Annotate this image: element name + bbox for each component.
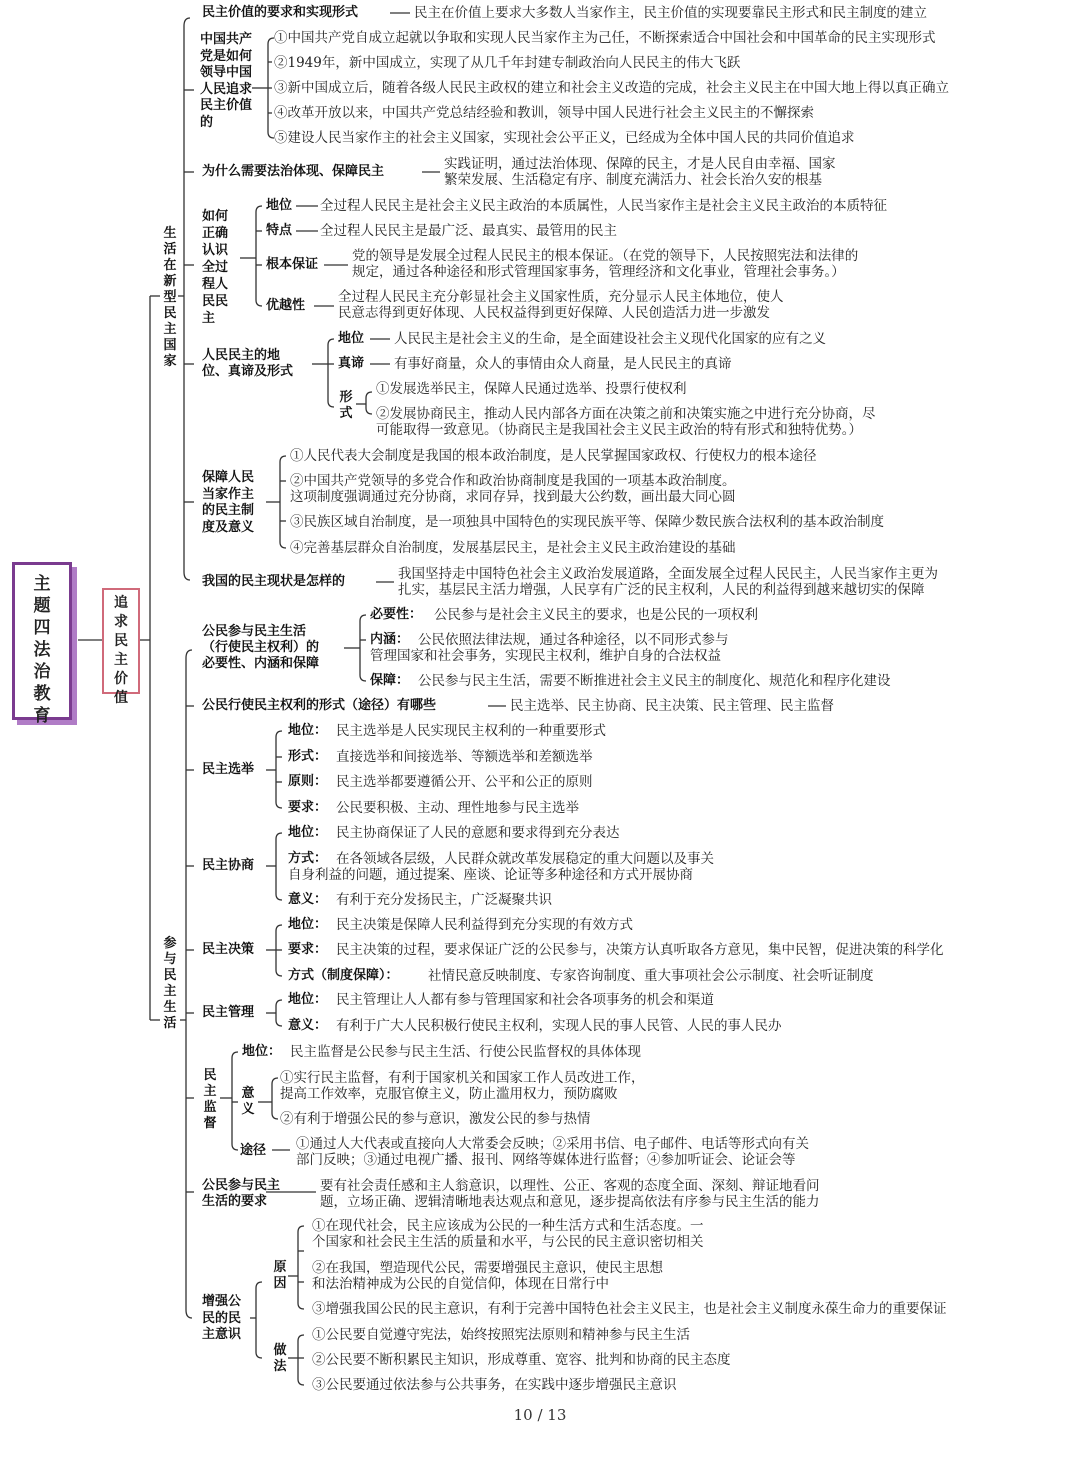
a5-key-1: 地位	[338, 331, 365, 346]
b1-text-3: 公民参与民主生活，需要不断推进社会主义民主的制度化、规范化和程序化建设	[418, 673, 891, 689]
b3-text-4: 公民要积极、主动、理性地参与民主选举	[336, 800, 579, 816]
a4-key-3: 根本保证	[266, 257, 319, 272]
b9-key-2: 做法	[273, 1343, 287, 1374]
a2-item-5: ⑤建设人民当家作主的社会主义国家，实现社会公平正义，已经成为全体中国人民的共同价值追求	[274, 130, 855, 146]
a4-key-2: 特点	[266, 223, 293, 238]
a3-line-2: 繁荣发展、生活稳定有序、制度充满活力、社会长治久安的根基	[444, 172, 822, 188]
root-title: 主题四法治教育	[33, 574, 51, 726]
b3-label: 民主选举	[202, 762, 255, 777]
a5-key-2: 真谛	[338, 356, 365, 371]
b6-text-2: 有利于广大人民积极行使民主权利，实现人民的事人民管、人民的事人民办	[336, 1018, 782, 1034]
b3-key-4: 要求：	[288, 800, 328, 815]
a1-text: 民主在价值上要求大多数人当家作主，民主价值的实现要靠民主形式和民主制度的建立	[414, 5, 927, 21]
b9-key-1: 原因	[273, 1260, 287, 1291]
a4-label: 如何正确认识全过程人民民主	[202, 209, 229, 326]
b7-meaning-1b: 提高工作效率，克服官僚主义，防止滥用权力，预防腐败	[280, 1086, 618, 1102]
a6-item-2b: 这项制度强调通过充分协商，求同存异，找到最大公约数，画出最大同心圆	[290, 489, 736, 505]
a6-label: 保障人民当家作主的民主制度及意义	[202, 470, 255, 535]
b5-text-3: 社情民意反映制度、专家咨询制度、重大事项社会公示制度、社会听证制度	[428, 968, 874, 984]
b8-text-2: 题，立场正确、逻辑清晰地表达观点和意见，逐步提高依法有序参与民主生活的能力	[320, 1194, 820, 1210]
b5-text-1: 民主决策是保障人民利益得到充分实现的有效方式	[336, 917, 633, 933]
a5-text-1: 人民民主是社会主义的生命，是全面建设社会主义现代化国家的应有之义	[394, 331, 826, 347]
b3-key-2: 形式：	[288, 749, 328, 764]
b4-key-1: 地位：	[288, 825, 328, 840]
a5-key-3: 形式	[339, 390, 353, 421]
b1-key-3: 保障：	[370, 673, 410, 688]
page-number: 10 / 13	[513, 1406, 567, 1424]
b8-label-2: 生活的要求	[202, 1194, 268, 1209]
root-topic	[12, 562, 72, 726]
b7-way-1: ①通过人大代表或直接向人大常委会反映；②采用书信、电子邮件、电话等形式向有关	[296, 1136, 809, 1152]
b9-do-2: ②公民要不断积累民主知识，形成尊重、宽容、批判和协商的民主态度	[312, 1352, 731, 1368]
b8-label-1: 公民参与民主	[202, 1178, 281, 1193]
b9-do-1: ①公民要自觉遵守宪法，始终按照宪法原则和精神参与民主生活	[312, 1327, 690, 1343]
a5-form-2b: 可能取得一致意见。（协商民主是我国社会主义民主政治的特有形式和独特优势。）	[376, 422, 862, 438]
a4-key-4: 优越性	[266, 298, 306, 313]
b1-text-2b: 管理国家和社会事务，实现民主权利，维护自身的合法权益	[370, 648, 721, 664]
b7-meaning-1a: ①实行民主监督，有利于国家机关和国家工作人员改进工作，	[280, 1070, 645, 1086]
b7-key-3: 途径	[240, 1143, 267, 1158]
b1-key-1: 必要性：	[370, 607, 423, 622]
a7-text-2: 扎实，基层民主活力增强，人民享有广泛的民主权利，人民的利益得到越来越切实的保障	[398, 582, 925, 598]
a2-item-2: ②1949年，新中国成立，实现了从几千年封建专制政治向人民民主的伟大飞跃	[274, 55, 741, 71]
theme-topic	[102, 588, 140, 706]
b9-reason-1b: 个国家和社会民主生活的质量和水平，与公民的民主意识密切相关	[312, 1234, 704, 1250]
b9-reason-1a: ①在现代社会，民主应该成为公民的一种生活方式和生活态度。一	[312, 1218, 704, 1234]
b3-text-3: 民主选举都要遵循公开、公平和公正的原则	[336, 774, 593, 790]
b7-key-2: 意义	[241, 1086, 255, 1117]
a6-item-4: ④完善基层群众自治制度，发展基层民主，是社会主义民主政治建设的基础	[290, 540, 736, 556]
a3-line-1: 实践证明，通过法治体现、保障的民主，才是人民自由幸福、国家	[444, 156, 836, 172]
a4-text-3a: 党的领导是发展全过程人民民主的根本保证。（在党的领导下，人民按照宪法和法律的	[352, 248, 859, 264]
a5-label-2: 位、真谛及形式	[202, 364, 294, 379]
a6-item-2a: ②中国共产党领导的多党合作和政治协商制度是我国的一项基本政治制度。	[290, 473, 736, 489]
b2-text: 民主选举、民主协商、民主决策、民主管理、民主监督	[510, 698, 834, 714]
a7-label: 我国的民主现状是怎样的	[202, 574, 346, 589]
b3-text-2: 直接选举和间接选举、等额选举和差额选举	[336, 749, 593, 765]
b4-key-3: 意义：	[288, 892, 328, 907]
a1-label: 民主价值的要求和实现形式	[202, 5, 359, 20]
b2-label: 公民行使民主权利的形式（途径）有哪些	[202, 698, 437, 713]
b1-label-3: 必要性、内涵和保障	[202, 656, 320, 671]
a5-text-2: 有事好商量，众人的事情由众人商量，是人民民主的真谛	[394, 356, 732, 372]
b6-key-1: 地位：	[288, 992, 328, 1007]
b6-label: 民主管理	[202, 1005, 255, 1020]
b9-reason-3: ③增强我国公民的民主意识，有利于完善中国特色社会主义民主，也是社会主义制度永葆生命力的重要保证	[312, 1301, 947, 1317]
b3-text-1: 民主选举是人民实现民主权利的一种重要形式	[336, 723, 606, 739]
b1-text-1: 公民参与是社会主义民主的要求，也是公民的一项权利	[434, 607, 758, 623]
b1-text-2a: 公民依照法律法规，通过各种途径，以不同形式参与	[418, 632, 729, 648]
b6-key-2: 意义：	[288, 1018, 328, 1033]
a6-item-1: ①人民代表大会制度是我国的根本政治制度，是人民掌握国家政权、行使权力的根本途径	[290, 448, 817, 464]
b4-label: 民主协商	[202, 858, 255, 873]
b4-text-2a: 在各领域各层级，人民群众就改革发展稳定的重大问题以及事关	[336, 851, 714, 867]
b3-key-3: 原则：	[288, 774, 328, 789]
a4-text-1: 全过程人民民主是社会主义民主政治的本质属性，人民当家作主是社会主义民主政治的本质特征	[320, 198, 887, 214]
a4-text-3b: 规定，通过各种途径和形式管理国家事务，管理经济和文化事业，管理社会事务。）	[352, 264, 845, 280]
b6-text-1: 民主管理让人人都有参与管理国家和社会各项事务的机会和渠道	[336, 992, 714, 1008]
b7-meaning-2: ②有利于增强公民的参与意识，激发公民的参与热情	[280, 1111, 591, 1127]
a4-text-2: 全过程人民民主是最广泛、最真实、最管用的民主	[320, 223, 617, 239]
b9-do-3: ③公民要通过依法参与公共事务，在实践中逐步增强民主意识	[312, 1377, 677, 1393]
b4-key-2: 方式：	[288, 851, 328, 866]
branch-b-label: 参与民主生活	[163, 936, 177, 1031]
a3-label: 为什么需要法治体现、保障民主	[202, 164, 385, 179]
b5-text-2: 民主决策的过程，要求保证广泛的公民参与，决策方认真听取各方意见，集中民智，促进决策的科学化	[336, 942, 944, 958]
theme-title: 追求民主价值	[114, 595, 128, 706]
b9-reason-2a: ②在我国，塑造现代公民，需要增强民主意识，使民主思想	[312, 1260, 663, 1276]
b7-text-1: 民主监督是公民参与民主生活、行使公民监督权的具体体现	[290, 1044, 641, 1060]
b9-reason-2b: 和法治精神成为公民的自觉信仰，体现在日常行中	[312, 1276, 609, 1292]
b4-text-3: 有利于充分发扬民主，广泛凝聚共识	[336, 892, 552, 908]
b1-label-1: 公民参与民主生活	[202, 624, 307, 639]
b1-key-2: 内涵：	[370, 632, 410, 647]
a4-text-4a: 全过程人民民主充分彰显社会主义国家性质，充分显示人民主体地位，使人	[338, 289, 784, 305]
a4-key-1: 地位	[266, 198, 293, 213]
b5-label: 民主决策	[202, 942, 255, 957]
b1-label-2: （行使民主权利）的	[202, 640, 320, 655]
a6-item-3: ③民族区域自治制度，是一项独具中国特色的实现民族平等、保障少数民族合法权利的基本政治制度	[290, 514, 884, 530]
b9-label: 增强公民的民主意识	[202, 1294, 242, 1342]
a5-form-2a: ②发展协商民主，推动人民内部各方面在决策之前和决策实施之中进行充分协商，尽	[376, 406, 876, 422]
a4-text-4b: 民意志得到更好体现、人民权益得到更好保障、人民创造活力进一步激发	[338, 305, 770, 321]
a5-form-1: ①发展选举民主，保障人民通过选举、投票行使权利	[376, 381, 687, 397]
b5-key-1: 地位：	[288, 917, 328, 932]
a5-label-1: 人民民主的地	[202, 348, 281, 363]
a2-item-4: ④改革开放以来，中国共产党总结经验和教训，领导中国人民进行社会主义民主的不懈探索	[274, 105, 814, 121]
a2-item-3: ③新中国成立后，随着各级人民民主政权的建立和社会主义改造的完成，社会主义民主在中国大地上得以真正确立	[274, 80, 949, 96]
b3-key-1: 地位：	[288, 723, 328, 738]
branch-a-label: 生活在新型民主国家	[163, 226, 177, 369]
b4-text-2b: 自身利益的问题，通过提案、座谈、论证等多种途径和方式开展协商	[288, 867, 693, 883]
b4-text-1: 民主协商保证了人民的意愿和要求得到充分表达	[336, 825, 620, 841]
b8-text-1: 要有社会责任感和主人翁意识，以理性、公正、客观的态度全面、深刻、辩证地看问	[320, 1178, 820, 1194]
a2-label: 中国共产党是如何领导中国人民追求民主价值的	[200, 32, 253, 130]
a7-text-1: 我国坚持走中国特色社会主义政治发展道路，全面发展全过程人民民主，人民当家作主更为	[398, 566, 938, 582]
b7-key-1: 地位：	[242, 1044, 282, 1059]
b5-key-3: 方式（制度保障）：	[288, 968, 399, 983]
b7-way-2: 部门反映；③通过电视广播、报刊、网络等媒体进行监督；④参加听证会、论证会等	[296, 1152, 796, 1168]
b7-label: 民主监督	[203, 1068, 217, 1131]
a2-item-1: ①中国共产党自成立起就以争取和实现人民当家作主为己任，不断探索适合中国社会和中国革命的民主实现形式	[274, 30, 936, 46]
b5-key-2: 要求：	[288, 942, 328, 957]
